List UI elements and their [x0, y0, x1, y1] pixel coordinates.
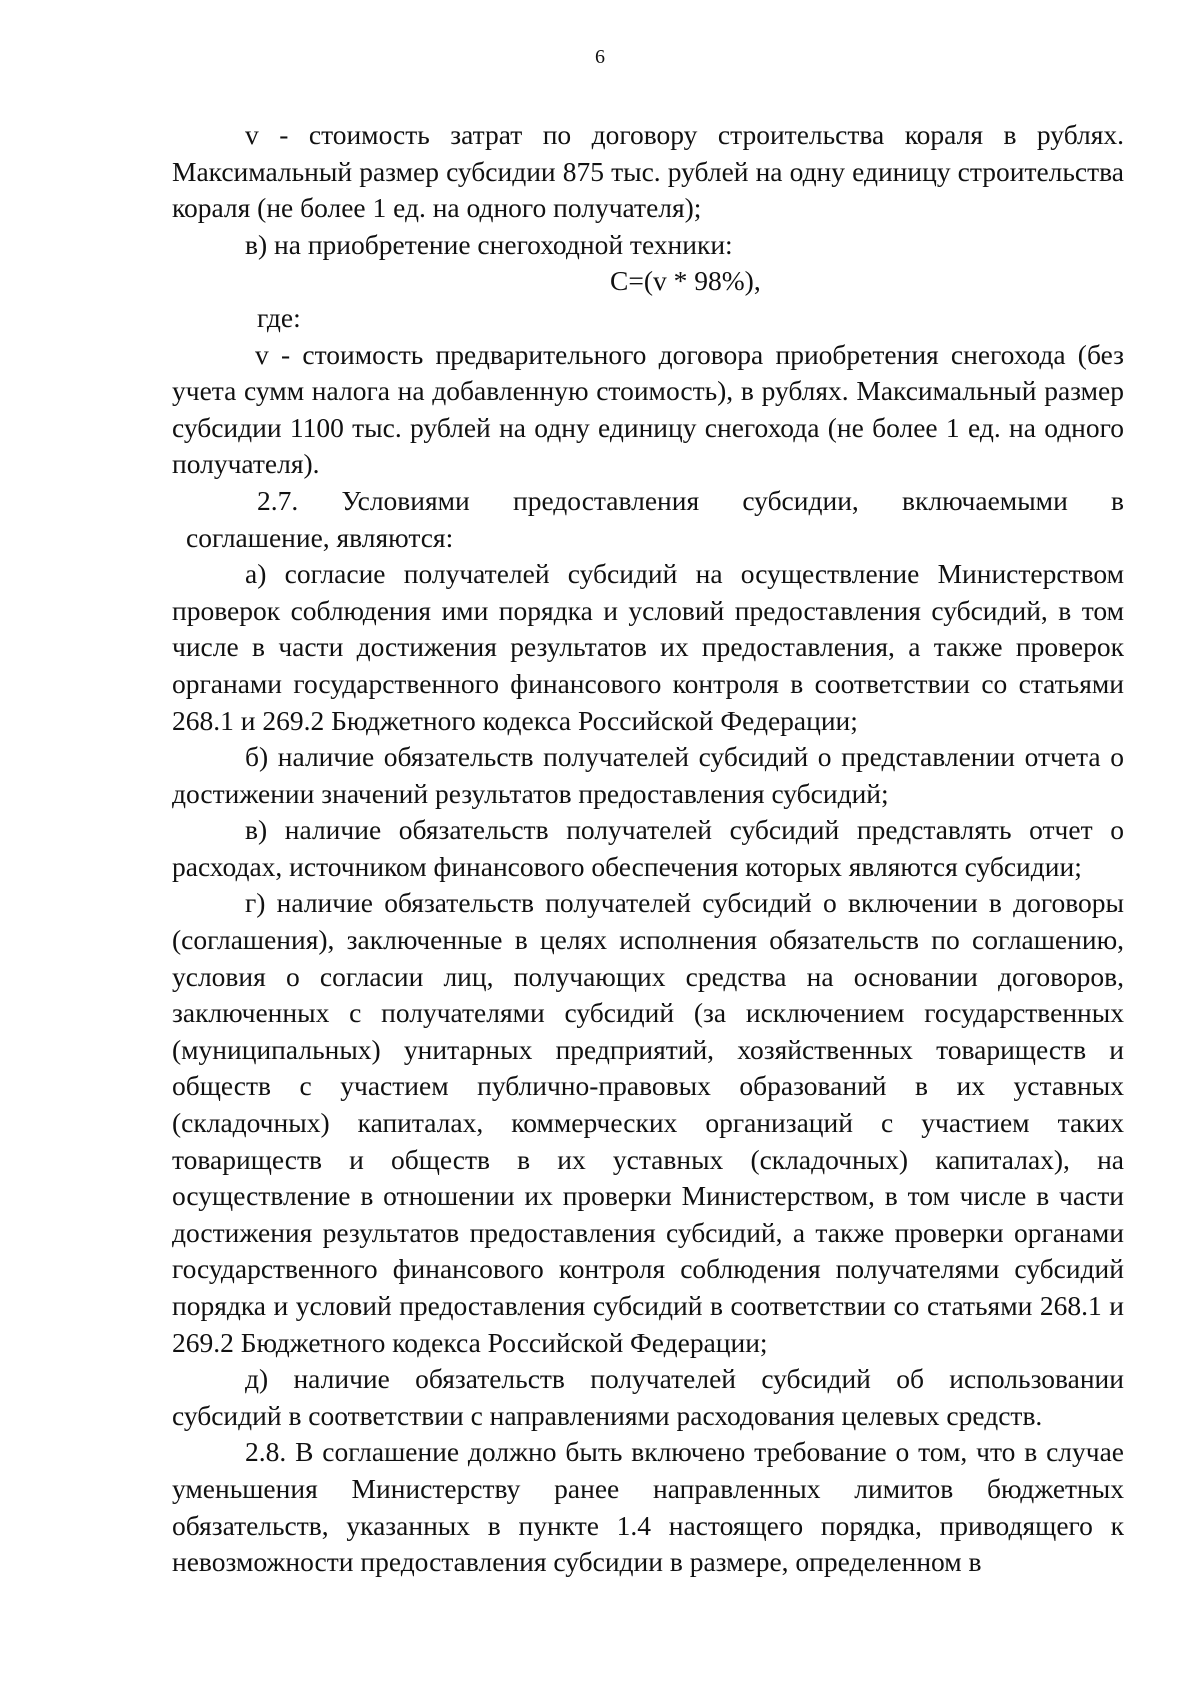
paragraph-snowmobile-heading: в) на приобретение снегоходной техники:: [245, 228, 733, 260]
paragraph-condition-g: г) наличие обязательств получателей субсидий о включении в договоры (соглашения), заключенные в целях исполнения обязательств по соглашению, условия о согласии лиц, получающих средства на основании договоров, заключенных с получателями субсидий (за исключением государственных (муниципальных) унитарных предприятий, хозяйственных товариществ и обществ с участием публично-правовых образований в их уставных (складочных) капиталах, коммерческих организаций с участием таких товариществ и обществ в их уставных (складочных) капиталах), на осуществление в отношении их проверки Министерством, в том числе в части достижения результатов предоставления субсидий, а также проверки органами государственного финансового контроля соблюдения получателями субсидий порядка и условий предоставления субсидий в соответствии со статьями 268.1 и 269.2 Бюджетного кодекса Российской Федерации;: [172, 887, 1124, 1358]
paragraph-condition-a: а) согласие получателей субсидий на осуществление Министерством проверок соблюдения ими порядка и условий предоставления субсидий, в том числе в части достижения результатов их предоставления, а также проверок органами государственного финансового контроля в соответствии со статьями 268.1 и 269.2 Бюджетного кодекса Российской Федерации;: [172, 558, 1124, 736]
document-body: [172, 117, 1124, 1581]
formula-where-label: где:: [257, 301, 301, 333]
paragraph-condition-v: в) наличие обязательств получателей субсидий представлять отчет о расходах, источником финансового обеспечения которых являются субсидии;: [172, 814, 1124, 882]
paragraph-condition-b: б) наличие обязательств получателей субсидий о представлении отчета о достижении значений результатов предоставления субсидий;: [172, 741, 1124, 809]
paragraph-condition-d: д) наличие обязательств получателей субсидий об использовании субсидий в соответствии с направлениями расходования целевых средств.: [172, 1363, 1124, 1431]
paragraph-coral-cost: v - стоимость затрат по договору строительства кораля в рублях. Максимальный размер субсидии 875 тыс. рублей на одну единицу строительства кораля (не более 1 ед. на одного получателя);: [172, 119, 1124, 224]
paragraph-snowmobile-cost: v - стоимость предварительного договора приобретения снегохода (без учета сумм налога на добавленную стоимость), в рублях. Максимальный размер субсидии 1100 тыс. рублей на одну единицу снегохода (не более 1 ед. на одного получателя).: [172, 338, 1124, 480]
page-number: 6: [595, 46, 605, 68]
paragraph-2-7-heading-continued: соглашение, являются:: [186, 521, 454, 553]
formula-snowmobile: C=(v * 98%),: [610, 265, 761, 297]
paragraph-2-8: 2.8. В соглашение должно быть включено требование о том, что в случае уменьшения Министерству ранее направленных лимитов бюджетных обязательств, указанных в пункте 1.4 настоящего порядка, приводящего к невозможности предоставления субсидии в размере, определенном в: [172, 1436, 1124, 1578]
paragraph-2-7-heading: 2.7. Условиями предоставления субсидии, включаемыми в: [257, 484, 1124, 516]
